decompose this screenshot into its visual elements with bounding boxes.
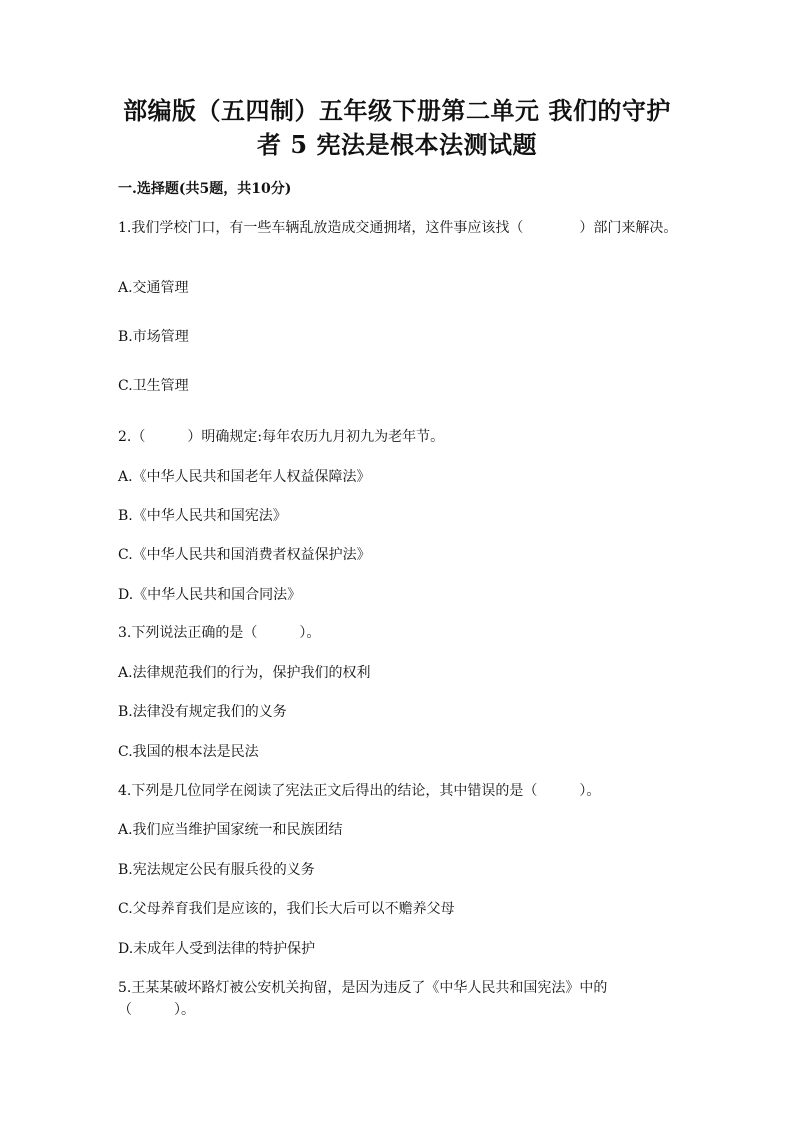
question-1-option-a: A.交通管理 — [118, 280, 189, 296]
question-2-stem: 2.（ ）明确规定:每年农历九月初九为老年节。 — [118, 429, 445, 445]
title-line-2: 者 5 宪法是根本法测试题 — [257, 130, 537, 159]
question-5-stem: 5.王某某破坏路灯被公安机关拘留，是因为违反了《中华人民共和国宪法》中的（ ）。 — [118, 980, 608, 1018]
title-line-1: 部编版（五四制）五年级下册第二单元 我们的守护 — [123, 96, 671, 125]
question-4-option-a: A.我们应当维护国家统一和民族团结 — [118, 822, 343, 838]
question-4-option-b: B.宪法规定公民有服兵役的义务 — [118, 862, 315, 878]
question-1-option-c: C.卫生管理 — [118, 378, 189, 394]
question-1-option-b: B.市场管理 — [118, 329, 189, 345]
question-1-stem: 1.我们学校门口，有一些车辆乱放造成交通拥堵，这件事应该找（ ）部门来解决。 — [118, 220, 678, 236]
question-3-stem: 3.下列说法正确的是（ ）。 — [118, 625, 321, 641]
question-3-option-b: B.法律没有规定我们的义务 — [118, 704, 287, 720]
question-4-stem: 4.下列是几位同学在阅读了宪法正文后得出的结论，其中错误的是（ ）。 — [118, 783, 601, 799]
page-title — [100, 94, 694, 162]
question-2-option-c: C.《中华人民共和国消费者权益保护法》 — [118, 547, 371, 563]
question-3-option-c: C.我国的根本法是民法 — [118, 744, 259, 760]
question-2-option-d: D.《中华人民共和国合同法》 — [118, 587, 302, 603]
section-heading: 一.选择题(共5题，共10分) — [118, 181, 292, 197]
question-2-option-b: B.《中华人民共和国宪法》 — [118, 508, 287, 524]
question-3-option-a: A.法律规范我们的行为，保护我们的权利 — [118, 665, 371, 681]
question-2-option-a: A.《中华人民共和国老年人权益保障法》 — [118, 469, 371, 485]
question-4-option-c: C.父母养育我们是应该的，我们长大后可以不赡养父母 — [118, 901, 455, 917]
question-4-option-d: D.未成年人受到法律的特护保护 — [118, 941, 316, 957]
